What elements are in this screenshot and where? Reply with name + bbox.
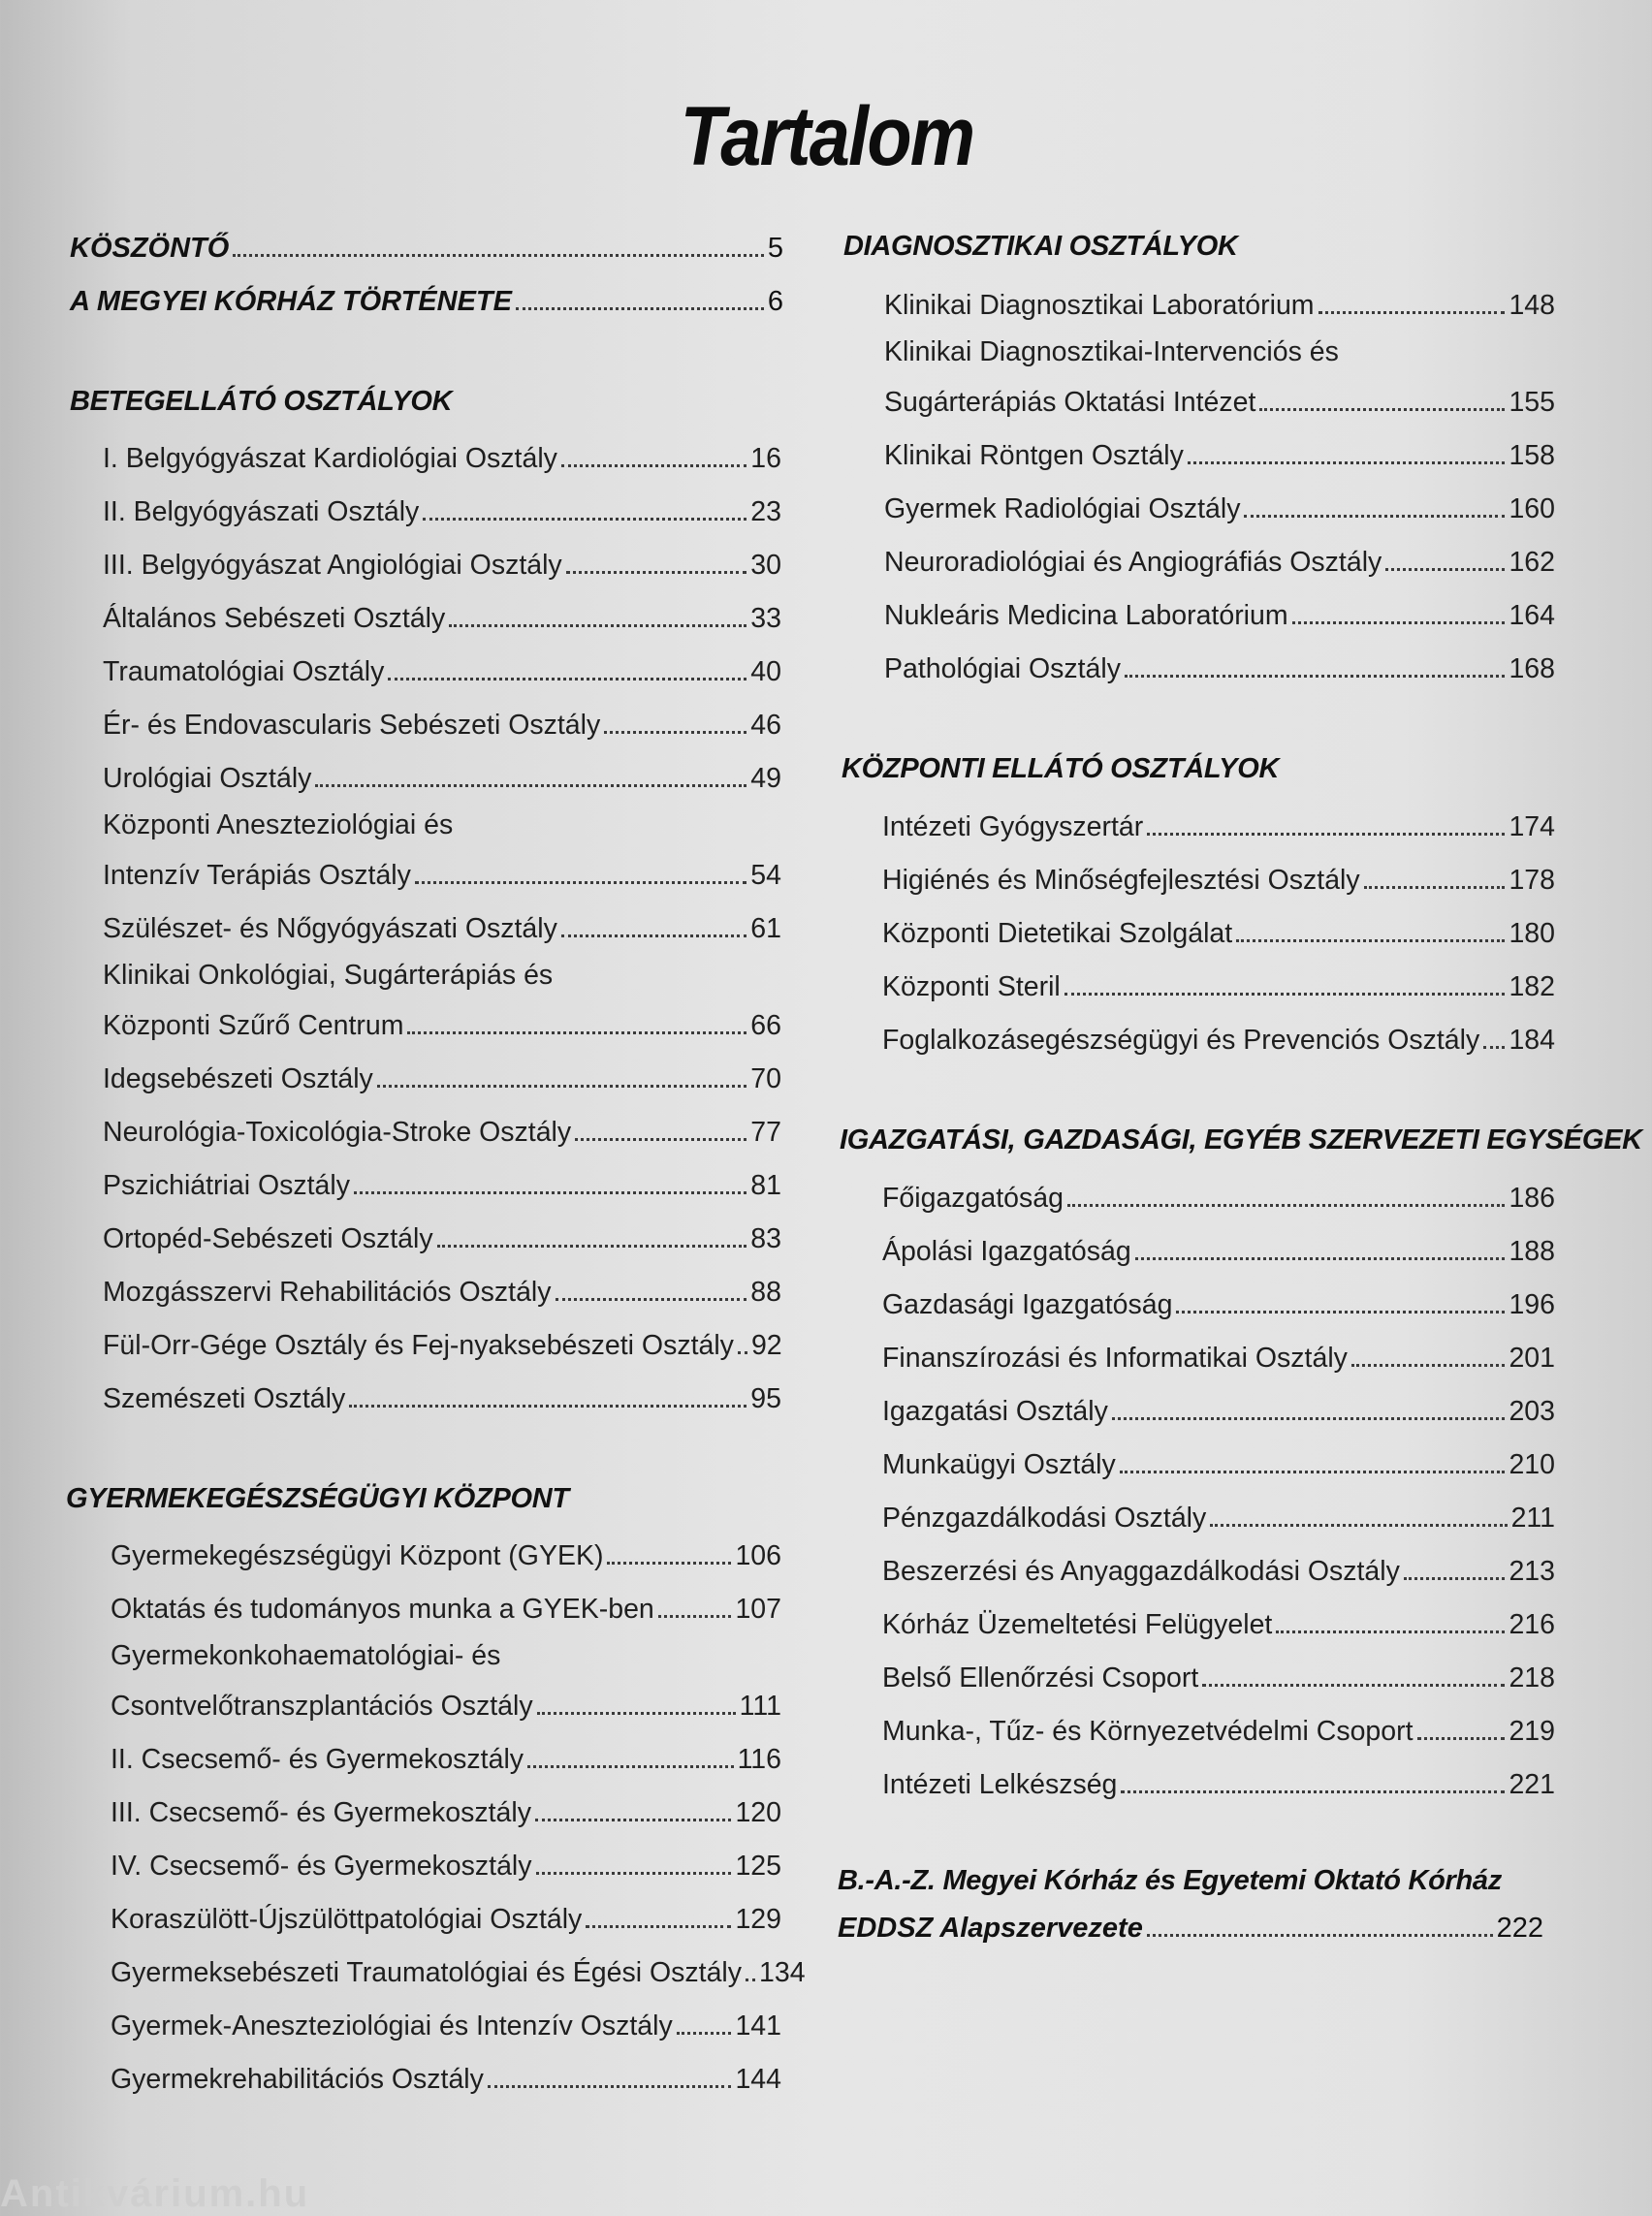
entry-page: 218: [1509, 1662, 1555, 1694]
leader-dots: [1417, 1736, 1506, 1740]
entry-label: Gyermekegészségügyi Központ (GYEK): [111, 1540, 604, 1571]
entry-page: 222: [1496, 1913, 1543, 1944]
entry-label: Igazgatási Osztály: [882, 1396, 1108, 1427]
leader-dots: [1064, 992, 1506, 996]
leader-dots: [746, 1978, 755, 1981]
leader-dots: [1364, 885, 1506, 889]
leader-dots: [561, 463, 747, 467]
entry-page: 164: [1509, 600, 1555, 631]
leader-dots: [586, 1924, 731, 1928]
entry-page: 174: [1509, 811, 1555, 842]
leader-dots: [449, 623, 747, 627]
leader-dots: [1067, 1203, 1505, 1207]
toc-entry[interactable]: [103, 703, 781, 742]
entry-page: 16: [750, 443, 781, 474]
entry-page: 116: [737, 1744, 781, 1775]
leader-dots: [437, 1244, 747, 1248]
entry-label: KÖSZÖNTŐ: [70, 233, 230, 264]
toc-entry[interactable]: [103, 596, 781, 635]
entry-page: 23: [750, 496, 781, 527]
toc-entry[interactable]: [103, 436, 781, 475]
entry-label: Traumatológiai Osztály: [103, 656, 385, 687]
leader-dots: [536, 1871, 732, 1875]
entry-page: 201: [1509, 1343, 1555, 1374]
toc-entry[interactable]: [882, 1176, 1555, 1215]
toc-entry[interactable]: [882, 1709, 1555, 1748]
toc-entry[interactable]: [884, 283, 1555, 322]
toc-entry[interactable]: [103, 1323, 781, 1362]
toc-entry[interactable]: [884, 593, 1555, 632]
section-heading-gyermek: GYERMEKEGÉSZSÉGÜGYI KÖZPONT: [66, 1483, 569, 1514]
section-heading-kozponti: KÖZPONTI ELLÁTÓ OSZTÁLYOK: [842, 753, 1280, 784]
entry-page: 211: [1510, 1503, 1555, 1534]
leader-dots: [1318, 310, 1506, 314]
watermark: Antikvárium.hu: [0, 2172, 310, 2215]
entry-label: III. Belgyógyászat Angiológiai Osztály: [103, 550, 562, 581]
entry-page: 160: [1509, 493, 1555, 524]
leader-dots: [423, 517, 747, 521]
entry-label-line1: Klinikai Onkológiai, Sugárterápiás és: [103, 960, 554, 991]
toc-entry[interactable]: [882, 965, 1555, 1003]
entry-page: 180: [1509, 918, 1555, 949]
entry-label: Kórház Üzemeltetési Felügyelet: [882, 1609, 1273, 1640]
toc-entry[interactable]: [884, 380, 1555, 419]
toc-entry[interactable]: [111, 1790, 781, 1829]
entry-page: 6: [767, 286, 783, 317]
leader-dots: [604, 730, 747, 734]
entry-label: Központi Szűrő Centrum: [103, 1010, 404, 1041]
entry-page: 92: [750, 1330, 782, 1361]
toc-entry-koszonto[interactable]: [70, 226, 783, 265]
toc-entry[interactable]: [882, 1442, 1555, 1481]
entry-page: 120: [735, 1797, 781, 1828]
toc-entry[interactable]: [882, 1496, 1555, 1535]
leader-dots: [388, 677, 747, 681]
entry-label: Urológiai Osztály: [103, 763, 312, 794]
toc-entry[interactable]: [103, 1003, 781, 1042]
entry-page: 186: [1509, 1183, 1555, 1214]
toc-entry[interactable]: [103, 1270, 781, 1309]
entry-page: 182: [1509, 971, 1555, 1002]
leader-dots: [407, 1030, 747, 1034]
toc-entry[interactable]: [882, 1389, 1555, 1428]
toc-entry[interactable]: [111, 2004, 781, 2042]
toc-entry[interactable]: [111, 1844, 781, 1883]
entry-label: Központi Dietetikai Szolgálat: [882, 918, 1233, 949]
entry-label: Intenzív Terápiás Osztály: [103, 860, 411, 891]
entry-page: 162: [1509, 547, 1555, 578]
entry-page: 66: [750, 1010, 781, 1041]
toc-entry[interactable]: [111, 1587, 781, 1626]
entry-label: Foglalkozásegészségügyi és Prevenciós Osztály: [882, 1025, 1480, 1056]
toc-entry[interactable]: [882, 1018, 1555, 1057]
entry-label: Finanszírozási és Informatikai Osztály: [882, 1343, 1348, 1374]
entry-label: IV. Csecsemő- és Gyermekosztály: [111, 1851, 532, 1882]
toc-entry[interactable]: [882, 1602, 1555, 1641]
leader-dots: [658, 1614, 732, 1618]
leader-dots: [566, 570, 747, 574]
leader-dots: [535, 1818, 731, 1821]
leader-dots: [1147, 832, 1505, 836]
leader-dots: [537, 1711, 736, 1715]
entry-label: Főigazgatóság: [882, 1183, 1064, 1214]
entry-page: 134: [759, 1957, 806, 1988]
entry-label: Idegsebészeti Osztály: [103, 1063, 373, 1094]
entry-label: Klinikai Röntgen Osztály: [884, 440, 1184, 471]
entry-page: 107: [735, 1594, 781, 1625]
toc-entry[interactable]: [882, 1656, 1555, 1694]
leader-dots: [1385, 567, 1505, 571]
toc-entry[interactable]: [103, 1377, 781, 1415]
entry-page: 141: [735, 2010, 781, 2042]
page-title: Tartalom: [680, 90, 974, 183]
section-heading-betegellato: BETEGELLÁTÓ OSZTÁLYOK: [70, 386, 453, 417]
toc-entry[interactable]: [882, 1336, 1555, 1375]
toc-entry[interactable]: [884, 540, 1555, 579]
leader-dots: [354, 1190, 747, 1194]
leader-dots: [1276, 1630, 1505, 1633]
entry-label: I. Belgyógyászat Kardiológiai Osztály: [103, 443, 557, 474]
toc-entry[interactable]: [103, 1217, 781, 1255]
leader-dots: [561, 934, 747, 937]
toc-entry[interactable]: [882, 1229, 1555, 1268]
entry-page: 30: [750, 550, 781, 581]
entry-page: 125: [735, 1851, 781, 1882]
entry-label: Gazdasági Igazgatóság: [882, 1289, 1173, 1320]
entry-page: 95: [750, 1383, 781, 1414]
entry-label: Klinikai Diagnosztikai Laboratórium: [884, 290, 1315, 321]
leader-dots: [575, 1137, 747, 1141]
toc-entry[interactable]: [882, 1549, 1555, 1588]
section-heading-diagnosztikai: DIAGNOSZTIKAI OSZTÁLYOK: [843, 231, 1238, 262]
leader-dots: [1292, 620, 1506, 624]
entry-label: Pathológiai Osztály: [884, 653, 1121, 684]
leader-dots: [1125, 674, 1505, 678]
leader-dots: [1121, 1789, 1505, 1793]
leader-dots: [377, 1084, 747, 1088]
entry-page: 83: [750, 1223, 781, 1254]
toc-entry[interactable]: [882, 1282, 1555, 1321]
toc-entry[interactable]: [103, 1110, 781, 1149]
leader-dots: [1135, 1256, 1506, 1260]
entry-label: Pszichiátriai Osztály: [103, 1170, 350, 1201]
leader-dots: [677, 2031, 732, 2035]
leader-dots: [349, 1404, 747, 1408]
entry-label: Pénzgazdálkodási Osztály: [882, 1503, 1207, 1534]
toc-entry[interactable]: [884, 647, 1555, 685]
entry-label: Gyermek-Aneszteziológiai és Intenzív Osztály: [111, 2010, 673, 2042]
entry-page: 196: [1509, 1289, 1555, 1320]
entry-label: Koraszülött-Újszülöttpatológiai Osztály: [111, 1904, 583, 1935]
toc-entry[interactable]: [882, 858, 1555, 897]
leader-dots: [1210, 1523, 1507, 1527]
toc-entry-tortenete[interactable]: [70, 279, 783, 318]
toc-entry[interactable]: [111, 1950, 806, 1989]
leader-dots: [556, 1297, 747, 1301]
entry-label: Higiénés és Minőségfejlesztési Osztály: [882, 865, 1360, 896]
entry-page: 40: [750, 656, 781, 687]
toc-entry[interactable]: [111, 1534, 781, 1572]
entry-label: Neurológia-Toxicológia-Stroke Osztály: [103, 1117, 572, 1148]
leader-dots: [527, 1764, 734, 1768]
entry-label: Mozgásszervi Rehabilitációs Osztály: [103, 1277, 552, 1308]
entry-page: 158: [1509, 440, 1555, 471]
entry-page: 5: [767, 233, 783, 264]
entry-page: 178: [1509, 865, 1555, 896]
entry-label: Nukleáris Medicina Laboratórium: [884, 600, 1288, 631]
toc-entry[interactable]: [882, 911, 1555, 950]
entry-page: 155: [1509, 387, 1555, 418]
toc-entry[interactable]: [884, 487, 1555, 525]
toc-entry[interactable]: [103, 853, 781, 892]
entry-label: Ápolási Igazgatóság: [882, 1236, 1131, 1267]
entry-label: Csontvelőtranszplantációs Osztály: [111, 1691, 533, 1722]
leader-dots: [1112, 1416, 1506, 1420]
toc-entry[interactable]: [882, 805, 1555, 843]
entry-page: 216: [1509, 1609, 1555, 1640]
leader-dots: [1236, 938, 1505, 942]
entry-page: 221: [1509, 1769, 1555, 1800]
entry-page: 46: [750, 710, 781, 741]
entry-page: 88: [750, 1277, 781, 1308]
entry-label: Központi Steril: [882, 971, 1061, 1002]
entry-label: Munkaügyi Osztály: [882, 1449, 1116, 1480]
leader-dots: [1147, 1933, 1493, 1937]
leader-dots: [1351, 1363, 1506, 1367]
entry-label: Munka-, Tűz- és Környezetvédelmi Csoport: [882, 1716, 1414, 1747]
entry-page: 111: [739, 1691, 781, 1722]
entry-page: 148: [1509, 290, 1555, 321]
leader-dots: [1176, 1310, 1505, 1314]
entry-label: Gyermekrehabilitációs Osztály: [111, 2064, 484, 2095]
toc-entry[interactable]: [103, 1163, 781, 1202]
entry-page: 219: [1509, 1716, 1555, 1747]
entry-page: 54: [750, 860, 781, 891]
leader-dots: [1244, 514, 1505, 518]
toc-entry[interactable]: [103, 756, 781, 795]
entry-page: 33: [750, 603, 781, 634]
entry-page: 213: [1509, 1556, 1555, 1587]
entry-label: Oktatás és tudományos munka a GYEK-ben: [111, 1594, 654, 1625]
leader-dots: [233, 253, 764, 257]
leader-dots: [488, 2084, 732, 2088]
entry-page: 49: [750, 763, 781, 794]
entry-label: II. Belgyógyászati Osztály: [103, 496, 420, 527]
entry-label-line1: Központi Aneszteziológiai és: [103, 809, 454, 840]
leader-dots: [516, 306, 764, 310]
entry-page: 77: [750, 1117, 781, 1148]
entry-label: Gyermek Radiológiai Osztály: [884, 493, 1241, 524]
entry-label: II. Csecsemő- és Gyermekosztály: [111, 1744, 524, 1775]
toc-entry[interactable]: [103, 490, 781, 528]
toc-entry[interactable]: [103, 906, 781, 945]
entry-label-line1: Gyermekonkohaematológiai- és: [111, 1640, 501, 1671]
entry-label: Sugárterápiás Oktatási Intézet: [884, 387, 1256, 418]
entry-label: Ér- és Endovascularis Sebészeti Osztály: [103, 710, 601, 741]
entry-label: Intézeti Gyógyszertár: [882, 811, 1144, 842]
entry-label: A MEGYEI KÓRHÁZ TÖRTÉNETE: [70, 286, 512, 317]
entry-label: Általános Sebészeti Osztály: [103, 603, 446, 634]
entry-label: Gyermeksebészeti Traumatológiai és Égési Osztály: [111, 1957, 743, 1988]
toc-entry[interactable]: [111, 2057, 781, 2096]
entry-label: Intézeti Lelkészség: [882, 1769, 1118, 1800]
leader-dots: [738, 1350, 747, 1354]
toc-entry-eddsz[interactable]: [838, 1906, 1543, 1945]
entry-page: 210: [1509, 1449, 1555, 1480]
leader-dots: [1483, 1045, 1505, 1049]
entry-label: Szemészeti Osztály: [103, 1383, 346, 1414]
entry-page: 144: [735, 2064, 781, 2095]
entry-page: 184: [1509, 1025, 1555, 1056]
leader-dots: [1404, 1576, 1506, 1580]
entry-label: Belső Ellenőrzési Csoport: [882, 1662, 1199, 1694]
entry-page: 81: [750, 1170, 781, 1201]
entry-page: 203: [1509, 1396, 1555, 1427]
leader-dots: [315, 783, 747, 787]
entry-label: Ortopéd-Sebészeti Osztály: [103, 1223, 433, 1254]
entry-page: 168: [1509, 653, 1555, 684]
leader-dots: [415, 880, 747, 884]
leader-dots: [1188, 460, 1506, 464]
entry-label-line1: Klinikai Diagnosztikai-Intervenciós és: [884, 336, 1339, 367]
toc-entry[interactable]: [111, 1897, 781, 1936]
leader-dots: [1202, 1683, 1505, 1687]
toc-entry[interactable]: [103, 649, 781, 688]
entry-page: 188: [1509, 1236, 1555, 1267]
entry-page: 70: [750, 1063, 781, 1094]
toc-entry[interactable]: [111, 1737, 781, 1776]
section-heading-igazgatasi: IGAZGATÁSI, GAZDASÁGI, EGYÉB SZERVEZETI EGYSÉGEK: [840, 1124, 1642, 1155]
entry-label: EDDSZ Alapszervezete: [838, 1913, 1143, 1944]
leader-dots: [1259, 407, 1505, 411]
toc-entry[interactable]: [103, 1057, 781, 1095]
eddsz-heading-line1: B.-A.-Z. Megyei Kórház és Egyetemi Oktató Kórház: [838, 1865, 1502, 1896]
toc-entry[interactable]: [882, 1762, 1555, 1801]
toc-entry[interactable]: [111, 1684, 781, 1723]
entry-label: III. Csecsemő- és Gyermekosztály: [111, 1797, 531, 1828]
toc-entry[interactable]: [884, 433, 1555, 472]
leader-dots: [607, 1561, 731, 1565]
entry-label: Neuroradiológiai és Angiográfiás Osztály: [884, 547, 1382, 578]
entry-label: Beszerzési és Anyaggazdálkodási Osztály: [882, 1556, 1400, 1587]
entry-page: 61: [750, 913, 781, 944]
toc-entry[interactable]: [103, 543, 781, 582]
entry-label: Fül-Orr-Gége Osztály és Fej-nyaksebészeti Osztály: [103, 1330, 734, 1361]
entry-page: 106: [735, 1540, 781, 1571]
leader-dots: [1120, 1470, 1506, 1473]
entry-label: Szülészet- és Nőgyógyászati Osztály: [103, 913, 557, 944]
entry-page: 129: [735, 1904, 781, 1935]
